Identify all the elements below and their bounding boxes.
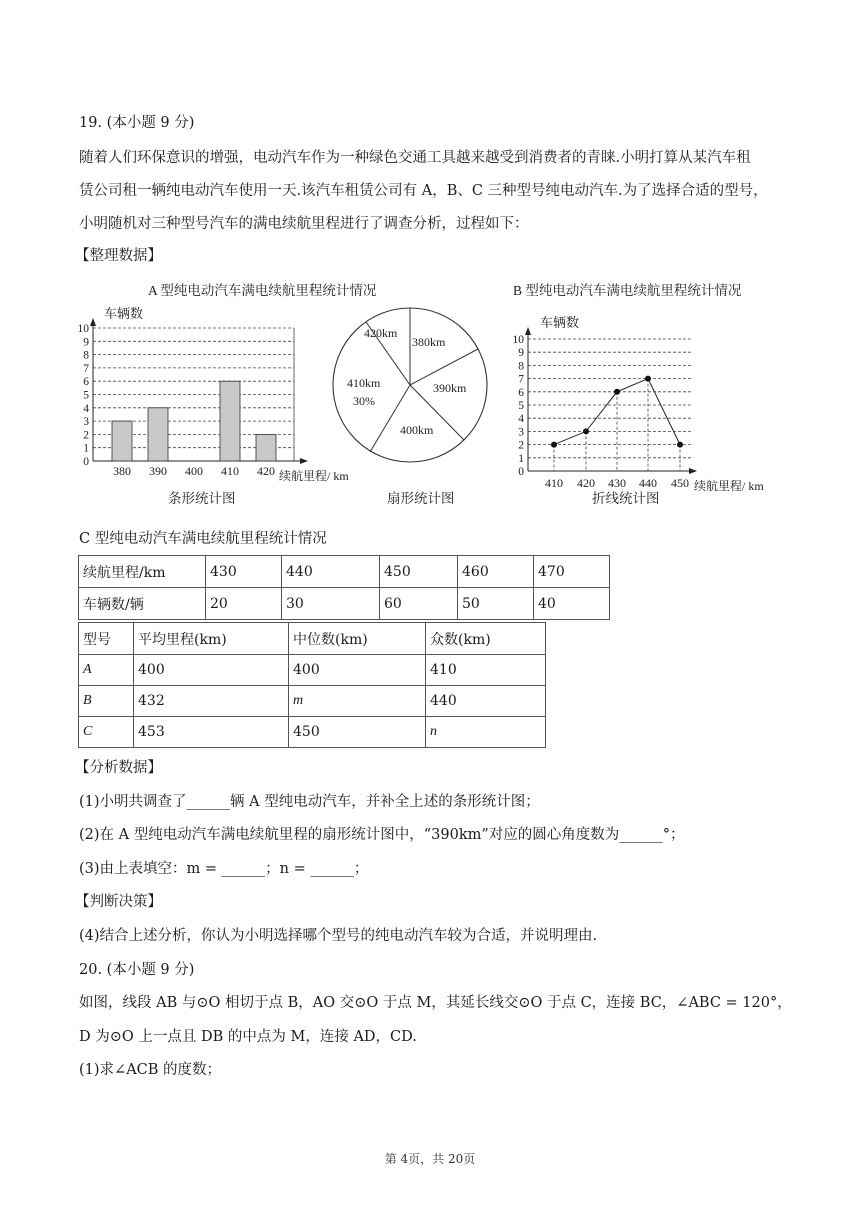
pie-label-410-pct: 30% — [353, 394, 375, 408]
line-y-tick-label: 3 — [518, 426, 524, 439]
page-footer: 第 4页，共 20页 — [384, 1152, 476, 1166]
bar-y-tick-label: 1 — [83, 442, 89, 455]
line-xlabel: 续航里程/ km — [694, 479, 764, 493]
table-cell: m — [289, 686, 426, 717]
line-y-tick-label: 1 — [518, 452, 524, 465]
table-cell: 470 — [534, 556, 610, 588]
line-y-tick-label: 0 — [518, 466, 524, 478]
question-2: (2)在 A 型纯电动汽车满电续航里程的扇形统计图中，“390km”对应的圆心角度数为______°； — [79, 827, 685, 843]
q20-line-2: D 为⊙O 上一点且 DB 的中点为 M，连接 AD，CD. — [79, 1029, 417, 1045]
table-cell: 车辆数/辆 — [79, 588, 206, 620]
bar-caption: 条形统计图 — [168, 491, 236, 506]
bar-x-tick-label: 400 — [185, 464, 203, 478]
line-y-tick-label: 9 — [518, 347, 524, 360]
bar-y-tick-label: 4 — [83, 402, 89, 415]
line-point — [614, 389, 620, 395]
q19-intro-1: 随着人们环保意识的增强，电动汽车作为一种绿色交通工具越来越受到消费者的青睐.小明打算从某汽车租 — [79, 150, 751, 166]
bar-chart — [78, 306, 350, 506]
analyze-label: 【分析数据】 — [75, 760, 162, 776]
table-cell: 450 — [380, 556, 458, 588]
table-cell: 440 — [426, 686, 546, 717]
line-ylabel: 车辆数 — [540, 315, 580, 330]
table-cell: C — [79, 717, 134, 748]
table-cell: 440 — [282, 556, 380, 588]
bar-x-tick-label: 420 — [257, 464, 275, 478]
bar-y-tick-label: 9 — [83, 336, 89, 349]
bar-y-tick-label: 2 — [83, 429, 89, 442]
line-y-tick-label: 5 — [518, 400, 524, 412]
table-cell: 460 — [458, 556, 534, 588]
line-y-tick-label: 4 — [518, 413, 524, 426]
question-1: (1)小明共调查了______辆 A 型纯电动汽车，并补全上述的条形统计图； — [79, 794, 540, 810]
line-chart — [513, 315, 765, 506]
table-cell: 60 — [380, 588, 458, 620]
line-y-tick-label: 10 — [512, 334, 524, 346]
bar — [148, 408, 168, 461]
line-point — [583, 428, 589, 434]
fig-b-title: B 型纯电动汽车满电续航里程统计情况 — [513, 283, 742, 298]
table-cell: 430 — [206, 556, 282, 588]
line-y-tick-label: 8 — [518, 360, 524, 373]
pie-chart — [333, 308, 487, 506]
table-header-cell: 型号 — [79, 623, 134, 655]
table-header-cell: 中位数(km) — [289, 623, 426, 655]
pie-label-390: 390km — [433, 381, 467, 395]
q20-heading: 20. (本小题 9 分) — [79, 962, 195, 978]
bar-y-tick-label: 10 — [77, 323, 89, 335]
q19-intro-2: 赁公司租一辆纯电动汽车使用一天.该汽车租赁公司有 A，B、C 三种型号纯电动汽车.为了选择合适的型号， — [79, 183, 768, 199]
question-4: (4)结合上述分析，你认为小明选择哪个型号的纯电动汽车较为合适，并说明理由. — [79, 928, 598, 944]
table-header-cell: 众数(km) — [426, 623, 546, 655]
q19-intro-3: 小明随机对三种型号汽车的满电续航里程进行了调查分析，过程如下： — [79, 216, 529, 232]
q20-question-1: (1)求∠ACB 的度数； — [79, 1062, 222, 1078]
q19-heading: 19. (本小题 9 分) — [79, 115, 195, 131]
line-point — [677, 442, 683, 448]
bar-y-tick-label: 5 — [83, 389, 89, 402]
bar-y-tick-label: 0 — [83, 456, 89, 468]
table-cell: 432 — [134, 686, 289, 717]
line-x-tick-label: 450 — [671, 476, 689, 490]
bar-x-tick-label: 410 — [221, 464, 239, 478]
decide-label: 【判断决策】 — [75, 894, 162, 910]
organize-label: 【整理数据】 — [75, 248, 162, 264]
pie-label-400: 400km — [400, 423, 434, 437]
bar-x-tick-label: 390 — [149, 464, 167, 478]
line-point — [645, 376, 651, 382]
pie-label-380: 380km — [412, 335, 446, 349]
fig-a-title: A 型纯电动汽车满电续航里程统计情况 — [148, 283, 377, 298]
table-c-caption: C 型纯电动汽车满电续航里程统计情况 — [79, 531, 327, 547]
table-cell: 30 — [282, 588, 380, 620]
bar-x-arrow — [300, 458, 308, 464]
table-c — [78, 555, 610, 620]
table-header-cell: 平均里程(km) — [134, 623, 289, 655]
bar — [112, 421, 132, 461]
bar-xlabel: 续航里程/ km — [279, 469, 349, 483]
line-point — [551, 442, 557, 448]
line-x-arrow — [689, 468, 697, 474]
bar-y-tick-label: 6 — [83, 376, 89, 389]
line-x-tick-label: 430 — [608, 476, 626, 490]
bar-ylabel: 车辆数 — [104, 306, 144, 321]
pie-label-410: 410km — [347, 376, 381, 390]
line-x-tick-label: 410 — [545, 476, 563, 490]
line-caption: 折线统计图 — [592, 491, 660, 506]
pie-label-420: 420km — [364, 326, 398, 340]
table-stats — [78, 622, 546, 748]
line-y-tick-label: 7 — [518, 373, 524, 386]
q20-line-1: 如图，线段 AB 与⊙O 相切于点 B，AO 交⊙O 于点 M，其延长线交⊙O 于点 C，连接 BC，∠ABC = 120°， — [79, 995, 792, 1011]
table-cell: 410 — [426, 655, 546, 686]
table-cell: 400 — [289, 655, 426, 686]
line-y-tick-label: 6 — [518, 386, 524, 399]
table-cell: n — [426, 717, 546, 748]
table-cell: 续航里程/km — [79, 556, 206, 588]
table-cell: 450 — [289, 717, 426, 748]
table-cell: A — [79, 655, 134, 686]
bar — [220, 381, 240, 461]
figure-charts — [0, 278, 860, 513]
line-x-tick-label: 440 — [639, 476, 657, 490]
bar-y-arrow — [90, 318, 96, 326]
bar-y-tick-label: 7 — [83, 362, 89, 375]
bar — [256, 434, 276, 461]
bar-y-tick-label: 3 — [83, 416, 89, 429]
table-cell: 400 — [134, 655, 289, 686]
question-3: (3)由上表填空：m = ______；n = ______； — [79, 861, 369, 877]
table-cell: 40 — [534, 588, 610, 620]
bar-x-tick-label: 380 — [113, 464, 131, 478]
line-x-tick-label: 420 — [577, 476, 595, 490]
line-y-arrow — [525, 327, 531, 335]
table-cell: B — [79, 686, 134, 717]
line-y-tick-label: 2 — [518, 439, 524, 452]
pie-caption: 扇形统计图 — [387, 491, 455, 506]
table-cell: 20 — [206, 588, 282, 620]
table-cell: 50 — [458, 588, 534, 620]
bar-y-tick-label: 8 — [83, 349, 89, 362]
table-cell: 453 — [134, 717, 289, 748]
